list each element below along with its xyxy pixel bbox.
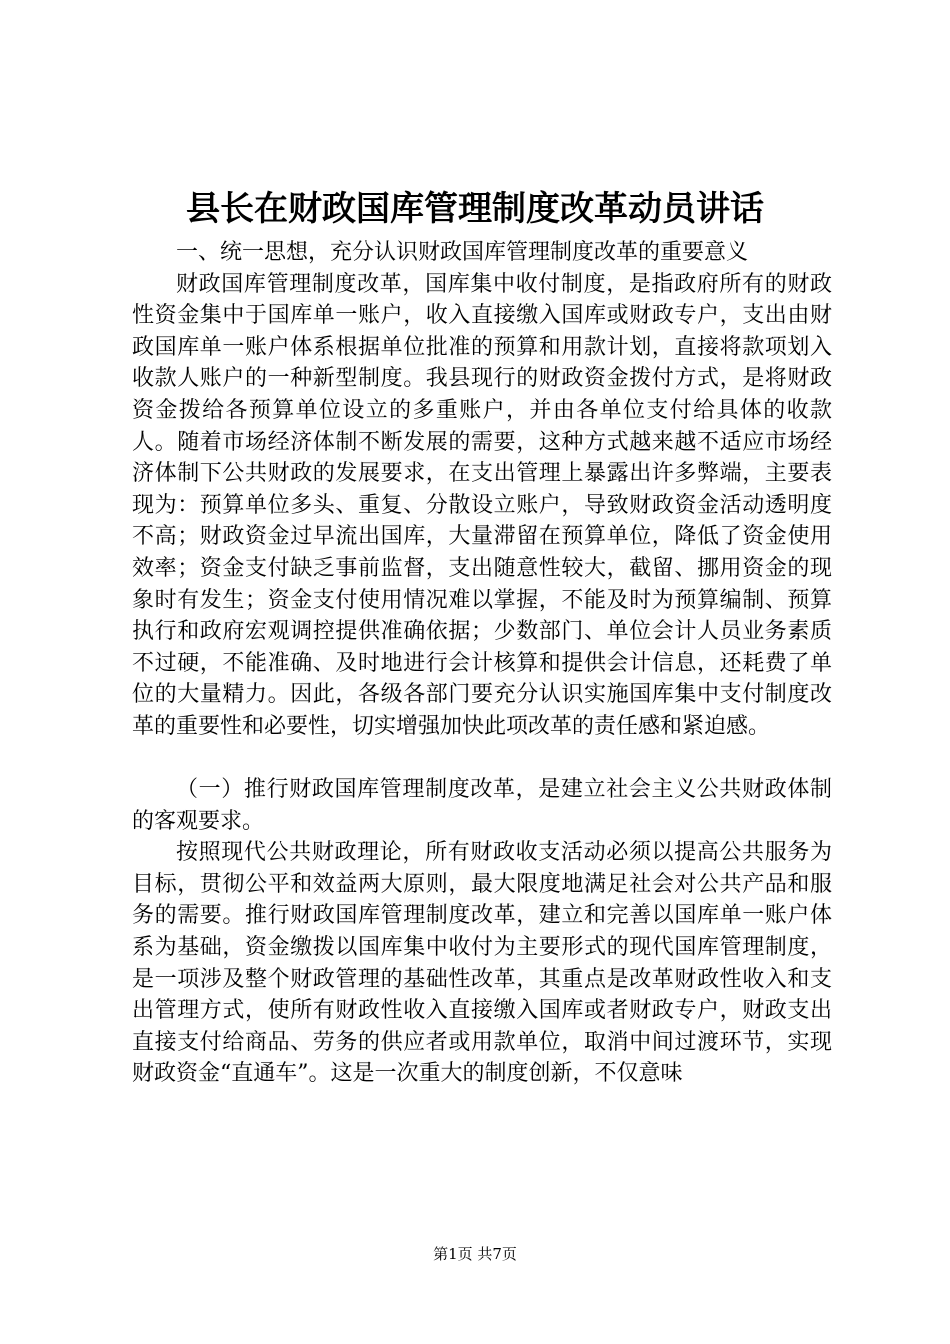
subsection-heading: （一）推行财政国库管理制度改革，是建立社会主义公共财政体制的客观要求。 (132, 777, 832, 834)
body-paragraph: 财政国库管理制度改革，国库集中收付制度，是指政府所有的财政性资金集中于国库单一账户，收入直接缴入国库或财政专户，支出由财政国库单一账户体系根据单位批准的预算和用款计划，直接将款项划入收款人账户的一种新型制度。我县现行的财政资金拨付方式，是将财政资金拨给各预算单位设立的多重账户，并由各单位支付给具体的收款人。随着市场经济体制不断发展的需要，这种方式越来越不适应市场经济体制下公共财政的发展要求，在支出管理上暴露出许多弊端，主要表现为：预算单位多头、重复、分散设立账户，导致财政资金活动透明度不高；财政资金过早流出国库，大量滞留在预算单位，降低了资金使用效率；资金支付缺乏事前监督，支出随意性较大，截留、挪用资金的现象时有发生；资金支付使用情况难以掌握，不能及时为预算编制、预算执行和政府宏观调控提供准确依据；少数部门、单位会计人员业务素质不过硬，不能准确、及时地进行会计核算和提供会计信息，还耗费了单位的大量精力。因此，各级各部门要充分认识实施国库集中支付制度改革的重要性和必要性，切实增强加快此项改革的责任感和紧迫感。 (132, 271, 832, 739)
document-body (132, 237, 832, 1090)
document-title: 县长在财政国库管理制度改革动员讲话 (186, 189, 764, 229)
page-number-footer: 第1页 共7页 (433, 1245, 517, 1263)
body-paragraph: 按照现代公共财政理论，所有财政收支活动必须以提高公共服务为目标，贯彻公平和效益两大原则，最大限度地满足社会对公共产品和服务的需要。推行财政国库管理制度改革，建立和完善以国库单一账户体系为基础，资金缴拨以国库集中收付为主要形式的现代国库管理制度，是一项涉及整个财政管理的基础性改革，其重点是改革财政性收入和支出管理方式，使所有财政性收入直接缴入国库或者财政专户，财政支出直接支付给商品、劳务的供应者或用款单位，取消中间过渡环节，实现财政资金“直通车”。这是一次重大的制度创新，不仅意味 (132, 840, 832, 1087)
section-heading: 一、统一思想，充分认识财政国库管理制度改革的重要意义 (176, 240, 749, 265)
